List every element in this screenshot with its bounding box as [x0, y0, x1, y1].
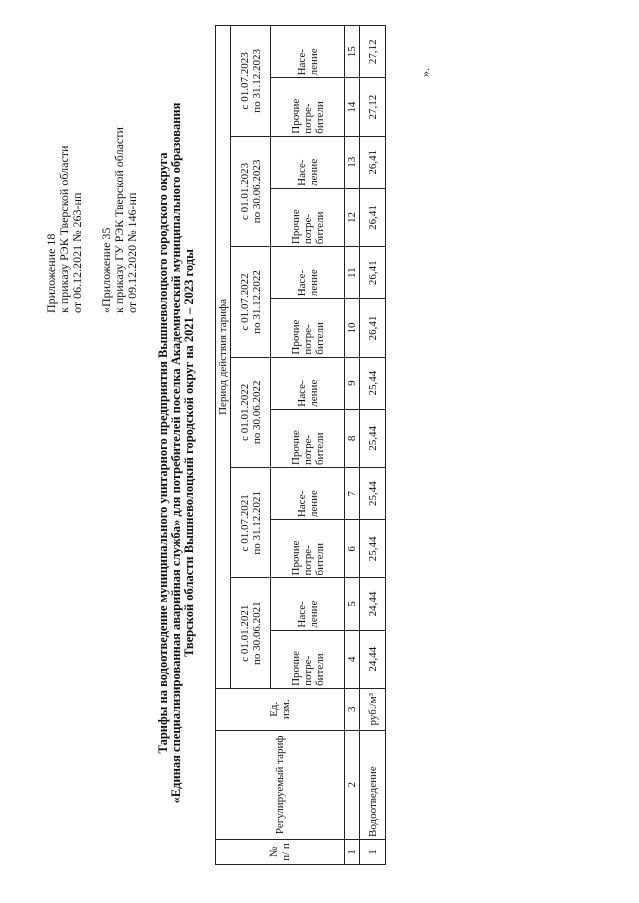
column-number: 5: [345, 578, 360, 630]
subheader-other: Прочие потре- бители: [271, 299, 345, 357]
header-tariff: Регулируемый тариф: [216, 730, 345, 839]
period-5: с 01.01.2023 по 30.06.2023: [231, 136, 271, 246]
document-title: [157, 43, 196, 863]
subheader-other: Прочие потре- бители: [271, 188, 345, 246]
subheader-other: Прочие потре- бители: [271, 78, 345, 136]
column-number: 13: [345, 136, 360, 188]
tariff-value: 26,41: [360, 136, 386, 188]
column-number: 4: [345, 630, 360, 688]
tariff-table: [215, 25, 386, 865]
annex-current-line: от 06.12.2021 № 263-нп: [70, 192, 84, 313]
row-unit: руб./м³: [360, 688, 386, 730]
title-line: Тверской области Вышневолоцкий городской округ на 2021 – 2023 годы: [182, 249, 196, 657]
subheader-other: Прочие потре- бители: [271, 630, 345, 688]
table-row: [360, 26, 386, 865]
annex-previous-block: [100, 13, 139, 313]
column-number: 9: [345, 357, 360, 409]
column-number: 1: [345, 840, 360, 865]
subheader-other: Прочие потре- бители: [271, 409, 345, 467]
tariff-value: 27,12: [360, 78, 386, 136]
annex-current-block: [45, 13, 84, 313]
row-number: 1: [360, 840, 386, 865]
annex-previous-line: от 09.12.2020 № 146-нп: [125, 192, 139, 313]
header-unit: Ед. изм.: [216, 688, 345, 730]
subheader-population: Насе- ление: [271, 26, 345, 78]
row-tariff-name: Водоотведение: [360, 730, 386, 839]
tariff-value: 26,41: [360, 247, 386, 299]
subheader-population: Насе- ление: [271, 578, 345, 630]
column-number-row: [345, 26, 360, 865]
tariff-value: 24,44: [360, 630, 386, 688]
tariff-value: 25,44: [360, 409, 386, 467]
annex-current-line: к приказу РЭК Тверской области: [57, 145, 71, 313]
tariff-value: 25,44: [360, 468, 386, 520]
tariff-value: 26,41: [360, 299, 386, 357]
title-line: Тарифы на водоотведение муниципального унитарного предприятия Вышневолоцкого городского округа: [156, 152, 170, 754]
period-1: с 01.01.2021 по 30.06.2021: [231, 578, 271, 688]
column-number: 12: [345, 188, 360, 246]
column-number: 6: [345, 520, 360, 578]
column-number: 10: [345, 299, 360, 357]
subheader-other: Прочие потре- бители: [271, 520, 345, 578]
column-number: 3: [345, 688, 360, 730]
table-header-row: [216, 26, 231, 865]
subheader-population: Насе- ление: [271, 247, 345, 299]
subheader-population: Насе- ление: [271, 136, 345, 188]
subheader-population: Насе- ление: [271, 468, 345, 520]
column-number: 14: [345, 78, 360, 136]
closing-quote-mark: ».: [418, 68, 432, 77]
period-4: с 01.07.2022 по 31.12.2022: [231, 247, 271, 357]
annex-previous-line: «Приложение 35: [99, 227, 113, 313]
column-number: 15: [345, 26, 360, 78]
period-3: с 01.01.2022 по 30.06.2022: [231, 357, 271, 467]
column-number: 2: [345, 730, 360, 839]
subheader-population: Насе- ление: [271, 357, 345, 409]
period-2: с 01.07.2021 по 31.12.2021: [231, 468, 271, 578]
tariff-value: 25,44: [360, 520, 386, 578]
tariff-value: 27,12: [360, 26, 386, 78]
annex-current-line: Приложение 18: [44, 233, 58, 313]
header-number: № п/ п: [216, 840, 345, 865]
title-line: «Единая специализированная аварийная служба» для потребителей поселка Академический муниципального образования: [169, 102, 183, 804]
column-number: 8: [345, 409, 360, 467]
annex-previous-line: к приказу ГУ РЭК Тверской области: [112, 127, 126, 313]
tariff-value: 25,44: [360, 357, 386, 409]
tariff-value: 24,44: [360, 578, 386, 630]
column-number: 11: [345, 247, 360, 299]
header-period: Период действия тарифа: [216, 26, 231, 689]
column-number: 7: [345, 468, 360, 520]
period-6: с 01.07.2023 по 31.12.2023: [231, 26, 271, 137]
tariff-value: 26,41: [360, 188, 386, 246]
